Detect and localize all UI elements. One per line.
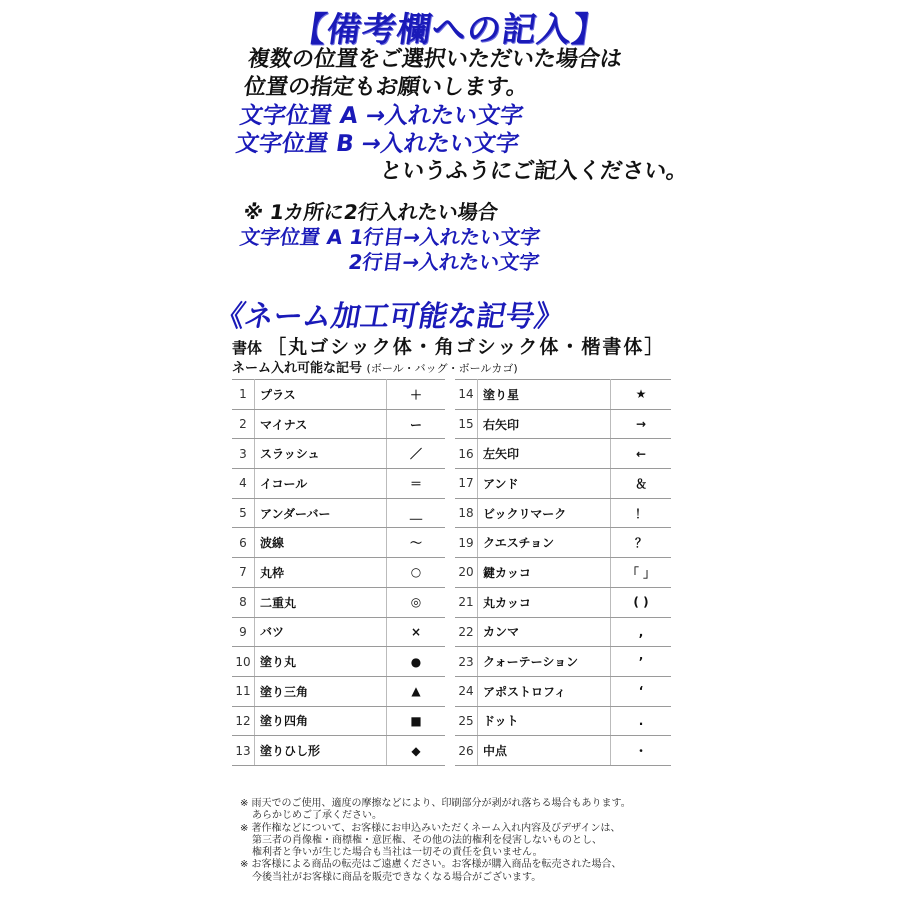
symbol-name: 塗り星 [478,380,611,410]
symbol-glyph: ◎ [387,587,446,617]
symbol-name: ドット [478,706,611,736]
symbol-name: 塗り三角 [255,676,387,706]
symbol-glyph: ○ [387,558,446,588]
table-row [455,380,671,410]
table-row [232,528,445,558]
symbol-name: 二重丸 [255,587,387,617]
table-row [232,558,445,588]
footer-line: ※ 著作権などについて、お客様にお申込みいただくネーム入れ内容及びデザインは、 [240,822,621,834]
footer-line: ※ お客様による商品の転売はご遠慮ください。お客様が購入商品を転売された場合、 [240,859,622,871]
symbol-glyph: ▲ [387,676,446,706]
symbol-glyph: ！ [611,498,672,528]
note-heading: ※ 1カ所に2行入れたい場合 [241,200,500,224]
symbol-name: スラッシュ [255,439,387,469]
symbol-number: 20 [455,558,478,588]
symbol-number: 17 [455,469,478,499]
page-title: 【備考欄への記入】 [289,10,610,50]
symbol-number: 25 [455,706,478,736]
symbol-name: ビックリマーク [478,498,611,528]
table-row [232,676,445,706]
note-example: 2行目→入れたい文字 [346,250,541,274]
symbol-name: 丸枠 [255,558,387,588]
symbol-name: 塗り四角 [255,706,387,736]
symbol-glyph: ／ [387,439,446,469]
instruction-line: というふうにご記入ください。 [378,159,690,184]
symbols-title: 《ネーム加工可能な記号》 [212,299,567,333]
symbol-name: 左矢印 [478,439,611,469]
symbols-table-left [232,379,445,766]
symbol-name: 中点 [478,736,611,766]
symbol-number: 19 [455,528,478,558]
symbol-glyph: ・ [611,736,672,766]
table-row [455,439,671,469]
symbol-glyph: ◆ [387,736,446,766]
footer-notes [240,798,631,884]
footer-line: 第三者の肖像権・商標権・意匠権、その他の法的権利を侵害しないものとし、 [252,834,602,846]
instruction-line: 複数の位置をご選択いただいた場合は [246,47,624,72]
symbol-glyph: ＆ [611,469,672,499]
instruction-line: 位置の指定もお願いします。 [242,75,531,100]
symbol-number: 22 [455,617,478,647]
symbol-name: 波線 [255,528,387,558]
symbol-glyph: ← [611,439,672,469]
sub-label: ネーム入れ可能な記号 [232,361,363,376]
symbol-glyph: ＿ [387,498,446,528]
footer-line: ※ 雨天でのご使用、適度の摩擦などにより、印刷部分が剥がれ落ちる場合もあります。 [240,798,631,809]
symbol-name: 丸カッコ [478,587,611,617]
symbol-number: 1 [232,380,255,410]
table-row [455,736,671,766]
symbol-glyph: , [611,617,672,647]
table-row [455,706,671,736]
table-row [455,676,671,706]
symbol-glyph: ＝ [387,469,446,499]
symbol-name: アポストロフィ [478,676,611,706]
symbol-number: 10 [232,647,255,677]
table-row [232,380,445,410]
symbol-number: 21 [455,587,478,617]
symbol-name: アンド [478,469,611,499]
table-row [455,587,671,617]
symbol-name: 塗りひし形 [255,736,387,766]
table-row [455,409,671,439]
symbol-number: 23 [455,647,478,677]
symbol-number: 4 [232,469,255,499]
table-row [232,736,445,766]
table-row [232,587,445,617]
footer-line: 今後当社がお客様に商品を販売できなくなる場合がございます。 [252,871,542,883]
symbol-number: 2 [232,409,255,439]
instructions-block [230,46,706,186]
symbol-number: 24 [455,676,478,706]
symbol-name: 塗り丸 [255,647,387,677]
symbol-name: イコール [255,469,387,499]
symbol-name: 鍵カッコ [478,558,611,588]
table-row [232,706,445,736]
font-value: ［丸ゴシック体・角ゴシック体・楷書体］ [267,336,666,358]
footer-line: 権利者と争いが生じた場合も当社は一切その責任を負いません。 [252,847,543,859]
symbol-name: クォーテーション [478,647,611,677]
symbol-glyph: ■ [387,706,446,736]
symbol-glyph: ● [387,647,446,677]
table-row [455,558,671,588]
symbol-number: 7 [232,558,255,588]
symbol-glyph: ‘ [611,676,672,706]
symbol-glyph: 「 」 [611,558,672,588]
table-row [455,647,671,677]
symbol-name: バツ [255,617,387,647]
symbol-glyph: ★ [611,380,672,410]
table-row [232,647,445,677]
symbol-glyph: ＋ [387,380,446,410]
table-row [232,498,445,528]
symbol-number: 16 [455,439,478,469]
symbol-glyph: ？ [611,528,672,558]
example-line-a: 文字位置 A →入れたい文字 [238,103,525,129]
symbol-name: クエスチョン [478,528,611,558]
symbols-table-right [455,379,671,766]
table-row [455,469,671,499]
symbol-number: 18 [455,498,478,528]
note-example: 文字位置 A 1行目→入れたい文字 [238,225,542,249]
sub-note: (ボール・バッグ・ボールカゴ) [366,362,518,375]
symbol-number: 14 [455,380,478,410]
symbol-glyph: ( ) [611,587,672,617]
table-row [232,439,445,469]
table-row [455,528,671,558]
font-line [232,332,665,359]
symbol-glyph: × [387,617,446,647]
symbol-number: 8 [232,587,255,617]
table-row [232,409,445,439]
symbol-number: 9 [232,617,255,647]
symbols-subtitle [232,357,518,376]
symbol-name: 右矢印 [478,409,611,439]
symbol-number: 26 [455,736,478,766]
symbol-number: 12 [232,706,255,736]
symbol-number: 15 [455,409,478,439]
example-line-b: 文字位置 B →入れたい文字 [234,131,521,157]
symbol-number: 11 [232,676,255,706]
table-row [232,469,445,499]
two-line-note [235,200,548,275]
symbol-number: 13 [232,736,255,766]
symbol-glyph: ー [387,409,446,439]
symbol-name: マイナス [255,409,387,439]
font-label: 書体 [232,339,263,357]
table-row [455,498,671,528]
symbol-name: カンマ [478,617,611,647]
symbol-number: 6 [232,528,255,558]
symbol-glyph: ～ [387,528,446,558]
symbol-glyph: → [611,409,672,439]
table-row [232,617,445,647]
symbol-name: プラス [255,380,387,410]
symbol-glyph: . [611,706,672,736]
symbol-glyph: ’ [611,647,672,677]
table-row [455,617,671,647]
symbol-name: アンダーバー [255,498,387,528]
symbol-number: 3 [232,439,255,469]
symbol-number: 5 [232,498,255,528]
footer-line: あらかじめご了承ください。 [252,810,382,822]
